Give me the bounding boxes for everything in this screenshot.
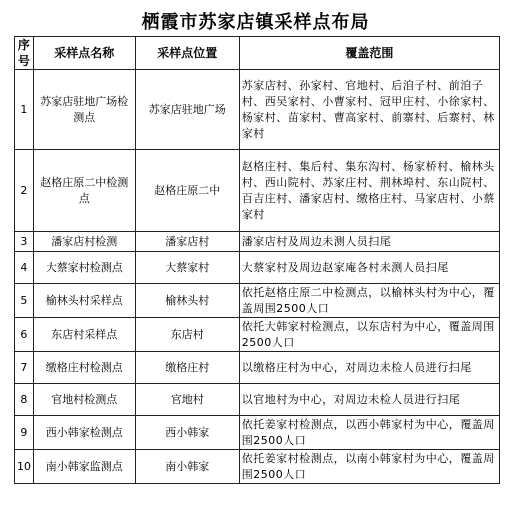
- row-number: 4: [15, 252, 34, 284]
- row-coverage: 依托赵格庄原二中检测点，以榆林头村为中心，覆盖周围2500人口: [239, 284, 499, 318]
- row-location: 南小韩家: [135, 450, 239, 484]
- row-coverage: 潘家店村及周边未测人员扫尾: [239, 232, 499, 252]
- row-number: 1: [15, 70, 34, 150]
- row-name: 榆林头村采样点: [33, 284, 135, 318]
- header-no: 序号: [15, 37, 34, 70]
- row-location: 大蔡家村: [135, 252, 239, 284]
- row-coverage: 以官地村为中心，对周边未检人员进行扫尾: [239, 384, 499, 416]
- table-row: [15, 252, 500, 284]
- row-coverage: 依托姜家村检测点，以南小韩家村为中心，覆盖周围2500人口: [239, 450, 499, 484]
- row-location: 官地村: [135, 384, 239, 416]
- row-name: 南小韩家监测点: [33, 450, 135, 484]
- table-row: [15, 450, 500, 484]
- row-name: 潘家店村检测: [33, 232, 135, 252]
- table-row: [15, 70, 500, 150]
- row-name: 缴格庄村检测点: [33, 352, 135, 384]
- page-title: 栖霞市苏家店镇采样点布局: [141, 12, 370, 33]
- row-number: 8: [15, 384, 34, 416]
- header-coverage: 覆盖范围: [239, 37, 499, 70]
- row-name: 东店村采样点: [33, 318, 135, 352]
- row-name: 赵格庄原二中检测点: [33, 150, 135, 232]
- table-row: [15, 150, 500, 232]
- row-coverage: 以缴格庄村为中心，对周边未检人员进行扫尾: [239, 352, 499, 384]
- row-location: 潘家店村: [135, 232, 239, 252]
- row-name: 西小韩家检测点: [33, 416, 135, 450]
- table-row: [15, 416, 500, 450]
- row-location: 东店村: [135, 318, 239, 352]
- row-coverage: 苏家店村、孙家村、官地村、后洎子村、前洎子村、西吴家村、小曹家村、冠甲庄村、小徐家村、杨家村、苗家村、曹高家村、前寨村、后寨村、林家村: [239, 70, 499, 150]
- row-name: 官地村检测点: [33, 384, 135, 416]
- row-number: 7: [15, 352, 34, 384]
- sampling-table: [14, 36, 500, 484]
- row-location: 榆林头村: [135, 284, 239, 318]
- table-header-row: [15, 37, 500, 70]
- table-row: [15, 318, 500, 352]
- header-name: 采样点名称: [33, 37, 135, 70]
- row-number: 6: [15, 318, 34, 352]
- row-coverage: 依托姜家村检测点，以西小韩家村为中心，覆盖周围2500人口: [239, 416, 499, 450]
- row-coverage: 大蔡家村及周边赵家庵各村未测人员扫尾: [239, 252, 499, 284]
- header-location: 采样点位置: [135, 37, 239, 70]
- row-number: 5: [15, 284, 34, 318]
- row-number: 2: [15, 150, 34, 232]
- row-number: 3: [15, 232, 34, 252]
- row-number: 9: [15, 416, 34, 450]
- table-row: [15, 384, 500, 416]
- table-row: [15, 352, 500, 384]
- row-location: 赵格庄原二中: [135, 150, 239, 232]
- row-number: 10: [15, 450, 34, 484]
- row-coverage: 依托大韩家村检测点，以东店村为中心，覆盖周围2500人口: [239, 318, 499, 352]
- row-name: 苏家店驻地广场检测点: [33, 70, 135, 150]
- table-row: [15, 284, 500, 318]
- row-location: 缴格庄村: [135, 352, 239, 384]
- row-name: 大蔡家村检测点: [33, 252, 135, 284]
- row-location: 苏家店驻地广场: [135, 70, 239, 150]
- row-location: 西小韩家: [135, 416, 239, 450]
- row-coverage: 赵格庄村、集后村、集东沟村、杨家桥村、榆林头村、西山院村、苏家庄村、荆林埠村、东山院村、百吉庄村、潘家店村、缴格庄村、马家店村、小蔡家村: [239, 150, 499, 232]
- table-row: [15, 232, 500, 252]
